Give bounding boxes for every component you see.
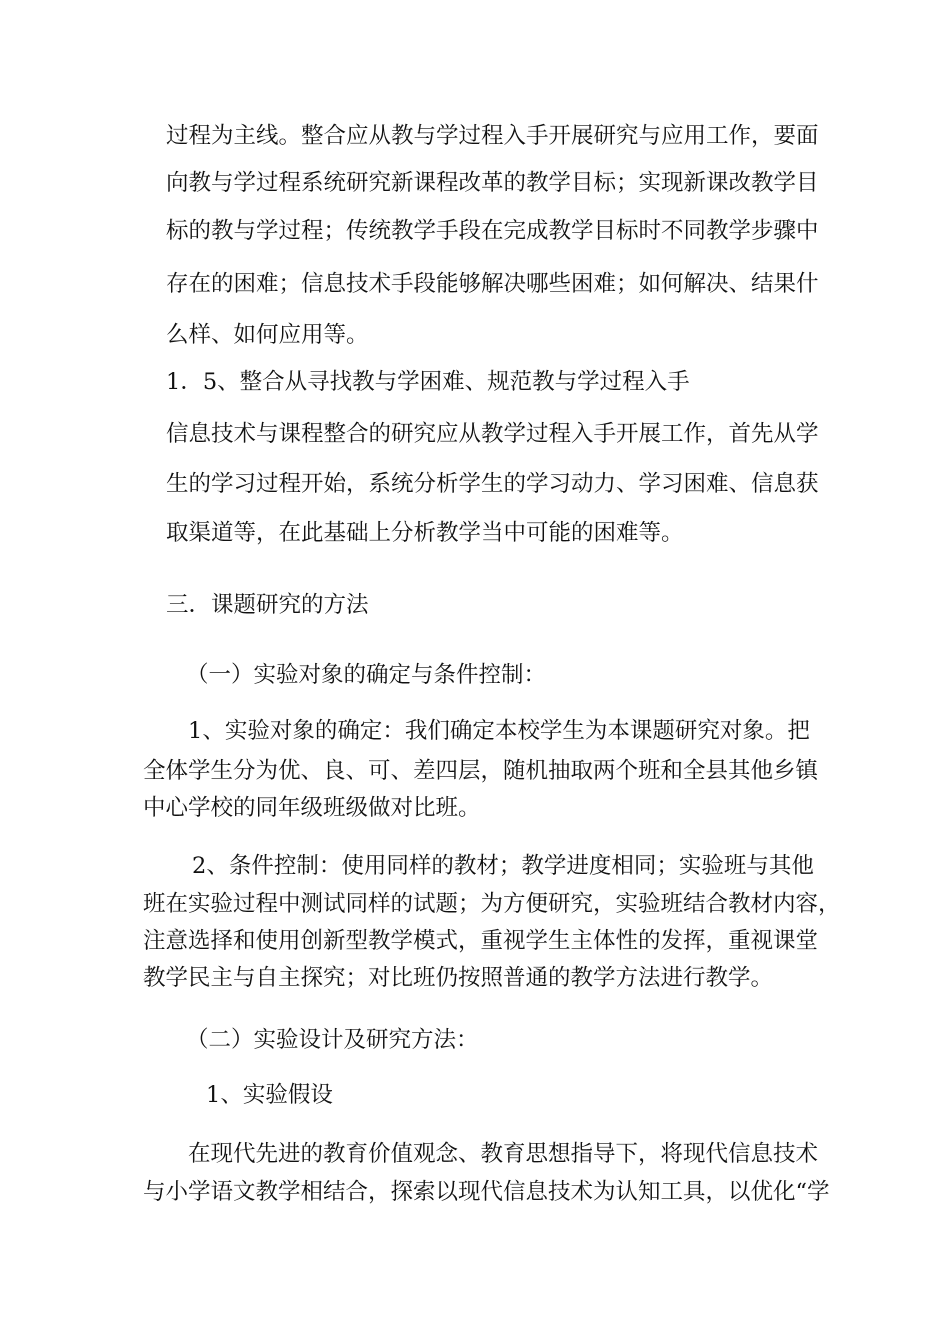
paragraph-line: 在现代先进的教育价值观念、教育思想指导下，将现代信息技术 [188,1141,819,1167]
paragraph-line: 注意选择和使用创新型教学模式，重视学生主体性的发挥，重视课堂 [143,928,819,954]
paragraph-line: 生的学习过程开始，系统分析学生的学习动力、学习困难、信息获 [166,471,819,497]
paragraph-line: 存在的困难；信息技术手段能够解决哪些困难；如何解决、结果什 [166,271,819,297]
section-heading: 三．课题研究的方法 [166,592,369,618]
paragraph-line: 与小学语文教学相结合，探索以现代信息技术为认知工具，以优化“学 [143,1179,830,1205]
paragraph-line: 向教与学过程系统研究新课程改革的教学目标；实现新课改教学目 [166,170,819,196]
paragraph-line: 么样、如何应用等。 [166,322,369,348]
paragraph-line: 1、实验对象的确定：我们确定本校学生为本课题研究对象。把 [188,718,810,744]
section-heading: 1．5、整合从寻找教与学困难、规范教与学过程入手 [166,369,690,395]
paragraph-line: 取渠道等，在此基础上分析教学当中可能的困难等。 [166,520,684,546]
paragraph-line: 中心学校的同年级班级做对比班。 [143,795,481,821]
subsection-heading: （一）实验对象的确定与条件控制： [186,662,547,688]
paragraph-line: 2、条件控制：使用同样的教材；教学进度相同；实验班与其他 [192,853,814,879]
subsection-heading: 1、实验假设 [206,1082,333,1108]
paragraph-line: 标的教与学过程；传统教学手段在完成教学目标时不同教学步骤中 [166,218,819,244]
paragraph-line: 班在实验过程中测试同样的试题；为方便研究，实验班结合教材内容， [143,891,841,917]
paragraph-line: 过程为主线。整合应从教与学过程入手开展研究与应用工作，要面 [166,123,819,149]
paragraph-line: 信息技术与课程整合的研究应从教学过程入手开展工作，首先从学 [166,421,819,447]
subsection-heading: （二）实验设计及研究方法： [186,1027,479,1053]
paragraph-line: 教学民主与自主探究；对比班仍按照普通的教学方法进行教学。 [143,965,774,991]
paragraph-line: 全体学生分为优、良、可、差四层，随机抽取两个班和全县其他乡镇 [143,758,819,784]
